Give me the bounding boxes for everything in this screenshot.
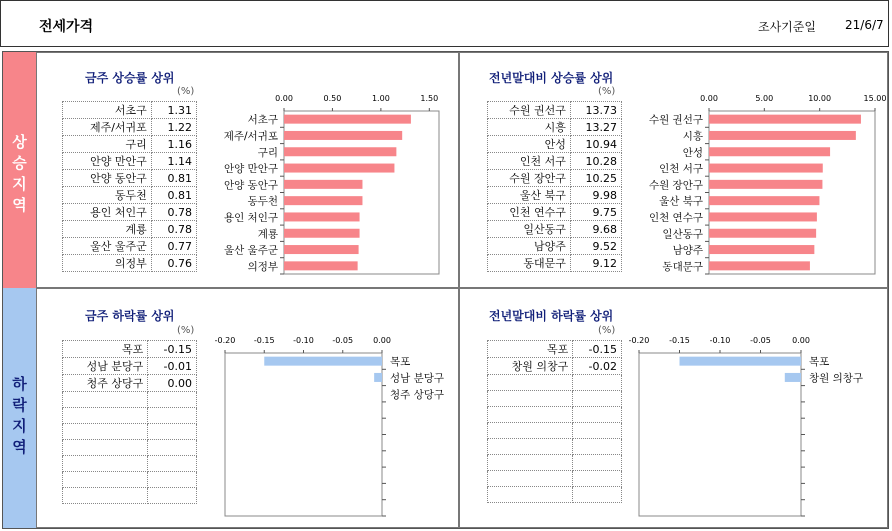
category-label: 창원 의창구 xyxy=(809,372,864,385)
region-name: 목포 xyxy=(488,341,573,358)
table-row xyxy=(488,487,622,503)
x-tick-label: -0.20 xyxy=(628,336,650,345)
region-name: 인천 연수구 xyxy=(488,204,571,221)
bar xyxy=(785,373,801,382)
region-name: 안양 만안구 xyxy=(63,153,152,170)
change-value xyxy=(148,456,197,472)
bar-chart xyxy=(207,329,457,525)
panel-yearly-rise xyxy=(458,52,888,288)
category-label: 구리 xyxy=(257,146,278,159)
category-label: 시흥 xyxy=(682,130,703,143)
table-row xyxy=(63,392,197,408)
region-name xyxy=(488,407,573,423)
x-tick-label: -0.05 xyxy=(750,336,771,345)
region-name: 수원 장안구 xyxy=(488,170,571,187)
region-name: 안양 동안구 xyxy=(63,170,152,187)
region-name: 남양주 xyxy=(488,238,571,255)
region-name xyxy=(488,423,573,439)
bar xyxy=(264,357,382,366)
table-row xyxy=(63,238,197,255)
bar xyxy=(709,212,817,221)
ranking-table xyxy=(487,101,622,272)
category-label: 목포 xyxy=(390,356,411,369)
table-row xyxy=(63,221,197,238)
region-name xyxy=(63,424,148,440)
panel-title: 금주 하락률 상위 xyxy=(85,309,175,323)
region-name: 성남 분당구 xyxy=(63,358,148,375)
change-value xyxy=(573,455,622,471)
region-name xyxy=(488,455,573,471)
table-row xyxy=(488,407,622,423)
panel-weekly-fall xyxy=(36,288,460,528)
table-row xyxy=(63,375,197,392)
bar xyxy=(284,164,394,173)
table-row xyxy=(488,136,622,153)
region-name: 동대문구 xyxy=(488,255,571,272)
change-value: 9.75 xyxy=(570,204,621,221)
ranking-table xyxy=(62,101,197,272)
region-name xyxy=(63,472,148,488)
side-label-char: 지 xyxy=(12,417,27,435)
region-name: 동두천 xyxy=(63,187,152,204)
table-row xyxy=(488,204,622,221)
side-label-char: 상 xyxy=(12,133,27,151)
category-label: 동두천 xyxy=(247,195,278,208)
panel-yearly-fall xyxy=(458,288,888,528)
unit-label: (%) xyxy=(177,86,195,97)
table-row xyxy=(488,341,622,358)
x-tick-label: -0.05 xyxy=(332,336,354,345)
bar xyxy=(284,212,360,221)
change-value: 9.52 xyxy=(570,238,621,255)
table-row xyxy=(63,119,197,136)
side-label-char: 지 xyxy=(12,175,27,193)
category-label: 목포 xyxy=(809,356,830,369)
region-name: 울산 울주군 xyxy=(63,238,152,255)
bar-chart xyxy=(627,89,885,285)
change-value xyxy=(148,488,197,504)
table-row xyxy=(488,153,622,170)
change-value: -0.15 xyxy=(148,341,197,358)
change-value: 0.77 xyxy=(151,238,196,255)
region-name: 안성 xyxy=(488,136,571,153)
main-frame xyxy=(2,51,889,529)
region-name xyxy=(63,440,148,456)
x-tick-label: -0.10 xyxy=(293,336,314,345)
side-label-char: 하 xyxy=(12,375,27,393)
category-label: 계룡 xyxy=(257,228,278,241)
x-tick-label: 0.00 xyxy=(373,336,391,345)
change-value: 0.81 xyxy=(151,187,196,204)
region-name xyxy=(63,408,148,424)
region-name xyxy=(488,375,573,391)
x-tick-label: 10.00 xyxy=(808,94,832,103)
change-value: 9.98 xyxy=(570,187,621,204)
table-row xyxy=(488,119,622,136)
side-label-char: 승 xyxy=(12,154,27,172)
survey-date-label: 조사기준일 xyxy=(758,20,816,34)
bar xyxy=(709,180,822,189)
category-label: 일산동구 xyxy=(662,228,703,241)
table-row xyxy=(63,341,197,358)
x-tick-label: 0.00 xyxy=(275,94,293,103)
region-name: 용인 처인구 xyxy=(63,204,152,221)
region-name: 청주 상당구 xyxy=(63,375,148,392)
change-value xyxy=(148,440,197,456)
change-value: 1.14 xyxy=(151,153,196,170)
change-value xyxy=(148,472,197,488)
plot-area xyxy=(639,353,801,516)
table-row xyxy=(63,102,197,119)
ranking-table xyxy=(487,340,622,503)
change-value: 1.31 xyxy=(151,102,196,119)
region-name xyxy=(63,456,148,472)
change-value xyxy=(148,424,197,440)
region-name xyxy=(63,488,148,504)
region-name: 목포 xyxy=(63,341,148,358)
x-tick-label: -0.15 xyxy=(253,336,275,345)
change-value xyxy=(573,471,622,487)
region-name xyxy=(63,392,148,408)
change-value: 1.16 xyxy=(151,136,196,153)
category-label: 남양주 xyxy=(672,244,703,257)
bar xyxy=(709,261,810,270)
x-tick-label: -0.15 xyxy=(669,336,690,345)
change-value: 10.28 xyxy=(570,153,621,170)
region-name xyxy=(488,471,573,487)
bar xyxy=(284,115,411,124)
page-title: 전세가격 xyxy=(39,19,94,35)
category-label: 수원 장안구 xyxy=(648,179,703,192)
panel-title: 전년말대비 상승률 상위 xyxy=(489,71,614,85)
table-row xyxy=(488,391,622,407)
bar xyxy=(374,373,382,382)
region-name: 울산 북구 xyxy=(488,187,571,204)
change-value xyxy=(573,423,622,439)
table-row xyxy=(488,358,622,375)
table-row xyxy=(63,255,197,272)
category-label: 울산 울주군 xyxy=(223,244,278,257)
region-name: 시흥 xyxy=(488,119,571,136)
change-value: 0.78 xyxy=(151,204,196,221)
category-label: 의정부 xyxy=(247,260,278,273)
bar xyxy=(709,115,861,124)
unit-label: (%) xyxy=(598,325,616,336)
category-label: 동대문구 xyxy=(662,260,703,273)
x-tick-label: -0.20 xyxy=(214,336,236,345)
table-row xyxy=(63,187,197,204)
x-tick-label: 0.50 xyxy=(323,94,342,103)
falling-region-label xyxy=(3,288,36,528)
bar xyxy=(284,147,396,156)
bar xyxy=(709,131,856,140)
category-label: 용인 처인구 xyxy=(223,211,278,224)
change-value: 1.22 xyxy=(151,119,196,136)
x-tick-label: -0.10 xyxy=(709,336,731,345)
change-value: 10.94 xyxy=(570,136,621,153)
category-label: 서초구 xyxy=(247,114,278,127)
bar xyxy=(709,196,819,205)
bar xyxy=(284,196,362,205)
change-value: -0.15 xyxy=(573,341,622,358)
region-name: 제주/서귀포 xyxy=(63,119,152,136)
side-label-char: 역 xyxy=(12,438,27,456)
table-row xyxy=(63,488,197,504)
region-name: 일산동구 xyxy=(488,221,571,238)
region-name xyxy=(488,487,573,503)
plot-area xyxy=(225,353,382,516)
side-label-char: 역 xyxy=(12,196,27,214)
table-row xyxy=(488,423,622,439)
category-label: 안성 xyxy=(682,146,703,159)
unit-label: (%) xyxy=(177,325,195,336)
change-value xyxy=(573,407,622,423)
table-row xyxy=(488,238,622,255)
change-value: 13.73 xyxy=(570,102,621,119)
table-row xyxy=(63,456,197,472)
region-name xyxy=(488,391,573,407)
table-row xyxy=(63,472,197,488)
change-value: 0.78 xyxy=(151,221,196,238)
bar xyxy=(680,357,802,366)
table-row xyxy=(488,455,622,471)
change-value xyxy=(573,391,622,407)
region-name: 구리 xyxy=(63,136,152,153)
side-label-char: 락 xyxy=(12,396,27,414)
bar xyxy=(284,180,362,189)
table-row xyxy=(63,204,197,221)
region-name: 서초구 xyxy=(63,102,152,119)
bar xyxy=(284,245,359,254)
change-value: 9.12 xyxy=(570,255,621,272)
bar-chart xyxy=(628,329,885,525)
bar xyxy=(709,147,830,156)
change-value xyxy=(148,408,197,424)
change-value: 0.76 xyxy=(151,255,196,272)
x-tick-label: 1.00 xyxy=(371,94,390,103)
change-value xyxy=(573,375,622,391)
category-label: 인천 연수구 xyxy=(648,211,703,224)
region-name: 인천 서구 xyxy=(488,153,571,170)
unit-label: (%) xyxy=(598,86,616,97)
panel-title: 금주 상승률 상위 xyxy=(85,71,175,85)
change-value xyxy=(148,392,197,408)
table-row xyxy=(488,187,622,204)
ranking-table xyxy=(62,340,197,504)
table-row xyxy=(63,170,197,187)
category-label: 성남 분당구 xyxy=(390,372,445,385)
change-value xyxy=(573,439,622,455)
category-label: 울산 북구 xyxy=(659,195,703,208)
table-row xyxy=(63,424,197,440)
table-row xyxy=(488,102,622,119)
bar-chart xyxy=(207,89,457,285)
table-row xyxy=(63,358,197,375)
bar xyxy=(284,131,402,140)
table-row xyxy=(63,408,197,424)
region-name: 창원 의창구 xyxy=(488,358,573,375)
change-value: 10.25 xyxy=(570,170,621,187)
panel-title: 전년말대비 하락률 상위 xyxy=(489,309,614,323)
change-value: 0.00 xyxy=(148,375,197,392)
bar xyxy=(709,229,816,238)
x-tick-label: 1.50 xyxy=(420,94,439,103)
change-value xyxy=(573,487,622,503)
x-tick-label: 5.00 xyxy=(755,94,774,103)
category-label: 인천 서구 xyxy=(659,163,703,176)
category-label: 안양 동안구 xyxy=(223,179,278,192)
region-name xyxy=(488,439,573,455)
table-row xyxy=(63,136,197,153)
table-row xyxy=(488,255,622,272)
bar xyxy=(284,261,358,270)
survey-date-value: 21/6/7 xyxy=(845,18,884,32)
bar xyxy=(709,164,823,173)
region-name: 의정부 xyxy=(63,255,152,272)
change-value: 9.68 xyxy=(570,221,621,238)
table-row xyxy=(488,375,622,391)
header-bar xyxy=(0,0,889,47)
table-row xyxy=(488,170,622,187)
table-row xyxy=(488,471,622,487)
table-row xyxy=(63,440,197,456)
change-value: -0.02 xyxy=(573,358,622,375)
category-label: 제주/서귀포 xyxy=(223,130,278,143)
x-tick-label: 0.00 xyxy=(792,336,810,345)
change-value: 13.27 xyxy=(570,119,621,136)
category-label: 청주 상당구 xyxy=(390,388,445,401)
category-label: 안양 만안구 xyxy=(223,163,278,176)
bar xyxy=(709,245,814,254)
panel-weekly-rise xyxy=(36,52,460,288)
bar xyxy=(284,229,360,238)
change-value: 0.81 xyxy=(151,170,196,187)
table-row xyxy=(488,439,622,455)
table-row xyxy=(63,153,197,170)
region-name: 계룡 xyxy=(63,221,152,238)
category-label: 수원 권선구 xyxy=(648,114,703,127)
rising-region-label xyxy=(3,52,36,288)
change-value: -0.01 xyxy=(148,358,197,375)
x-tick-label: 0.00 xyxy=(700,94,718,103)
table-row xyxy=(488,221,622,238)
x-tick-label: 15.00 xyxy=(863,94,887,103)
region-name: 수원 권선구 xyxy=(488,102,571,119)
